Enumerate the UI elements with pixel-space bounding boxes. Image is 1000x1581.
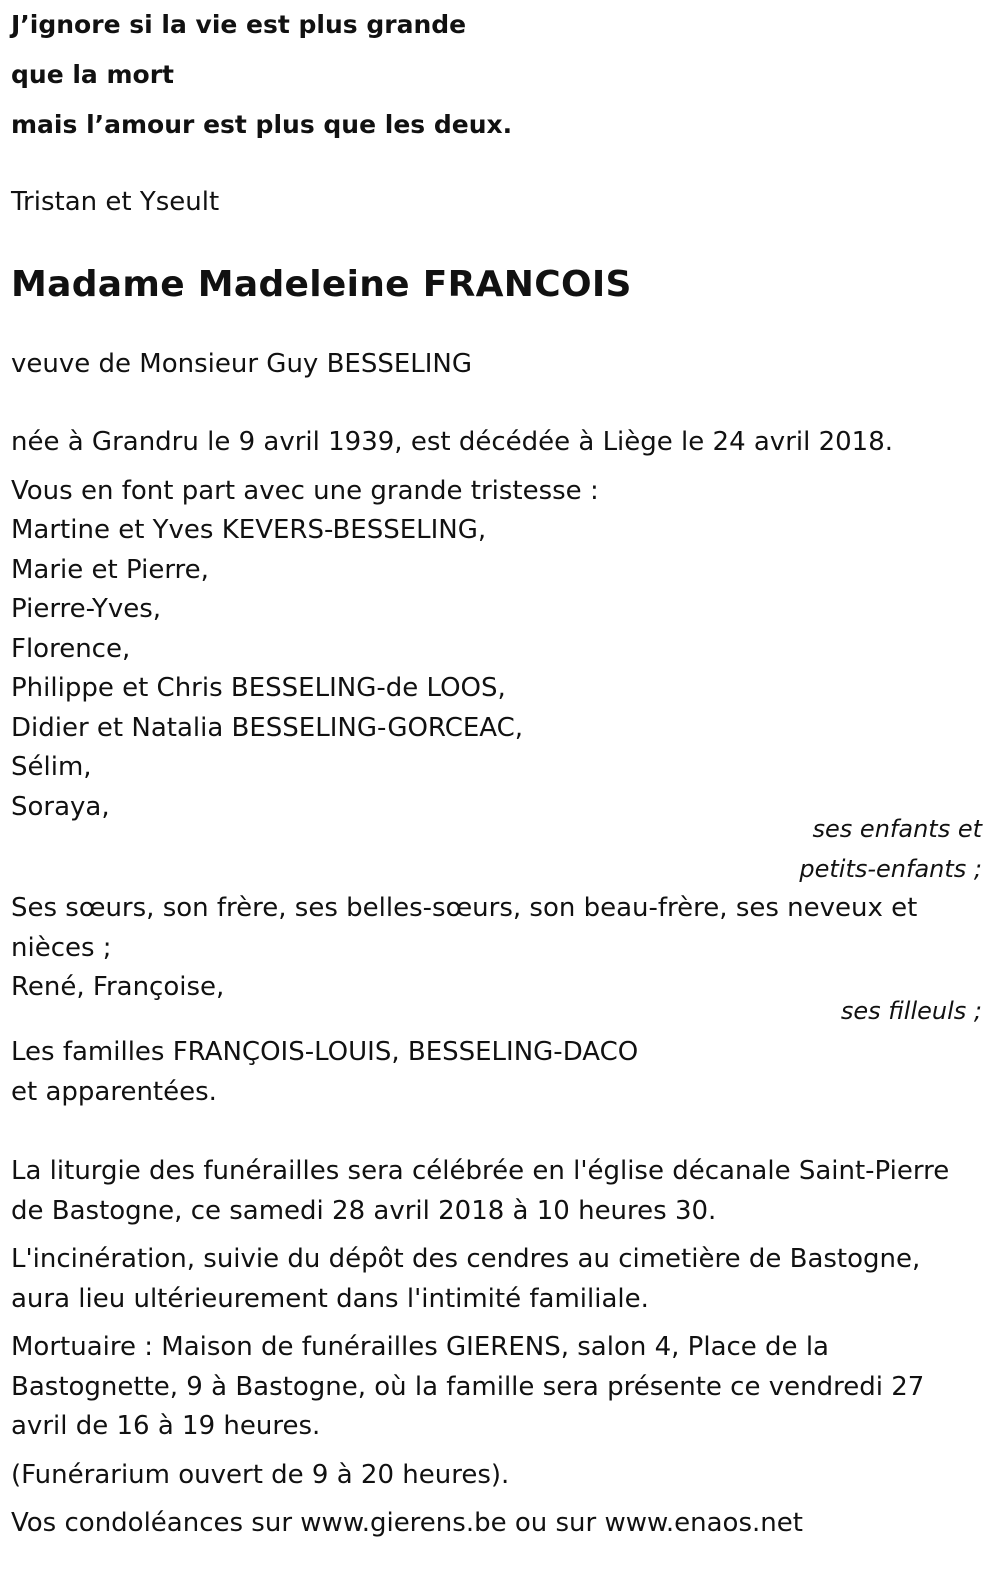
godchildren-role: ses filleuls ; [840, 996, 982, 1025]
quote-line-3: mais l’amour est plus que les deux. [11, 110, 513, 139]
list-item: Marie et Pierre, [11, 554, 209, 585]
quote-source: Tristan et Yseult [11, 187, 220, 217]
list-item: Sélim, [11, 752, 92, 782]
siblings: Ses sœurs, son frère, ses belles-sœurs, son beau-frère, ses neveux et nièces ; [11, 893, 918, 963]
list-item: Philippe et Chris BESSELING-de LOOS, [11, 673, 506, 703]
funerarium-hours: (Funérarium ouvert de 9 à 20 heures). [11, 1459, 510, 1490]
condolences: Vos condoléances sur www.gierens.be ou sur www.enaos.net [11, 1508, 803, 1538]
list-item: Soraya, [11, 791, 110, 822]
families-line-2: et apparentées. [11, 1076, 217, 1107]
birth-death: née à Grandru le 9 avril 1939, est décédée à Liège le 24 avril 2018. [11, 427, 894, 457]
list-item: Pierre-Yves, [11, 594, 162, 624]
deceased-name: Madame Madeleine FRANCOIS [11, 263, 632, 305]
quote-line-2: que la mort [11, 60, 175, 89]
families-line-1: Les familles FRANÇOIS-LOUIS, BESSELING-DACO [11, 1037, 639, 1067]
obituary-document [11, 0, 986, 1544]
children-role-line-1: ses enfants et [812, 815, 982, 843]
widow-of: veuve de Monsieur Guy BESSELING [11, 348, 473, 379]
list-item: Florence, [11, 633, 131, 664]
list-item: Martine et Yves KEVERS-BESSELING, [11, 515, 487, 545]
children-role-line-2: petits-enfants ; [799, 854, 982, 883]
cremation: L'incinération, suivie du dépôt des cendres au cimetière de Bastogne, aura lieu ultérieurement dans l'intimité familiale. [11, 1244, 921, 1314]
list-item: Didier et Natalia BESSELING-GORCEAC, [11, 712, 524, 743]
quote-line-1: J’ignore si la vie est plus grande [11, 10, 467, 39]
liturgy: La liturgie des funérailles sera célébrée en l'église décanale Saint-Pierre de Bastogne, ce samedi 28 avril 2018 à 10 heures 30. [11, 1156, 950, 1226]
announce-intro: Vous en font part avec une grande tristesse : [11, 475, 599, 506]
godchildren: René, Françoise, [11, 972, 225, 1002]
mortuary: Mortuaire : Maison de funérailles GIERENS, salon 4, Place de la Bastognette, 9 à Bastogne, où la famille sera présente ce vendredi 27 avril de 16 à 19 heures. [11, 1332, 925, 1441]
children-list [11, 511, 986, 827]
